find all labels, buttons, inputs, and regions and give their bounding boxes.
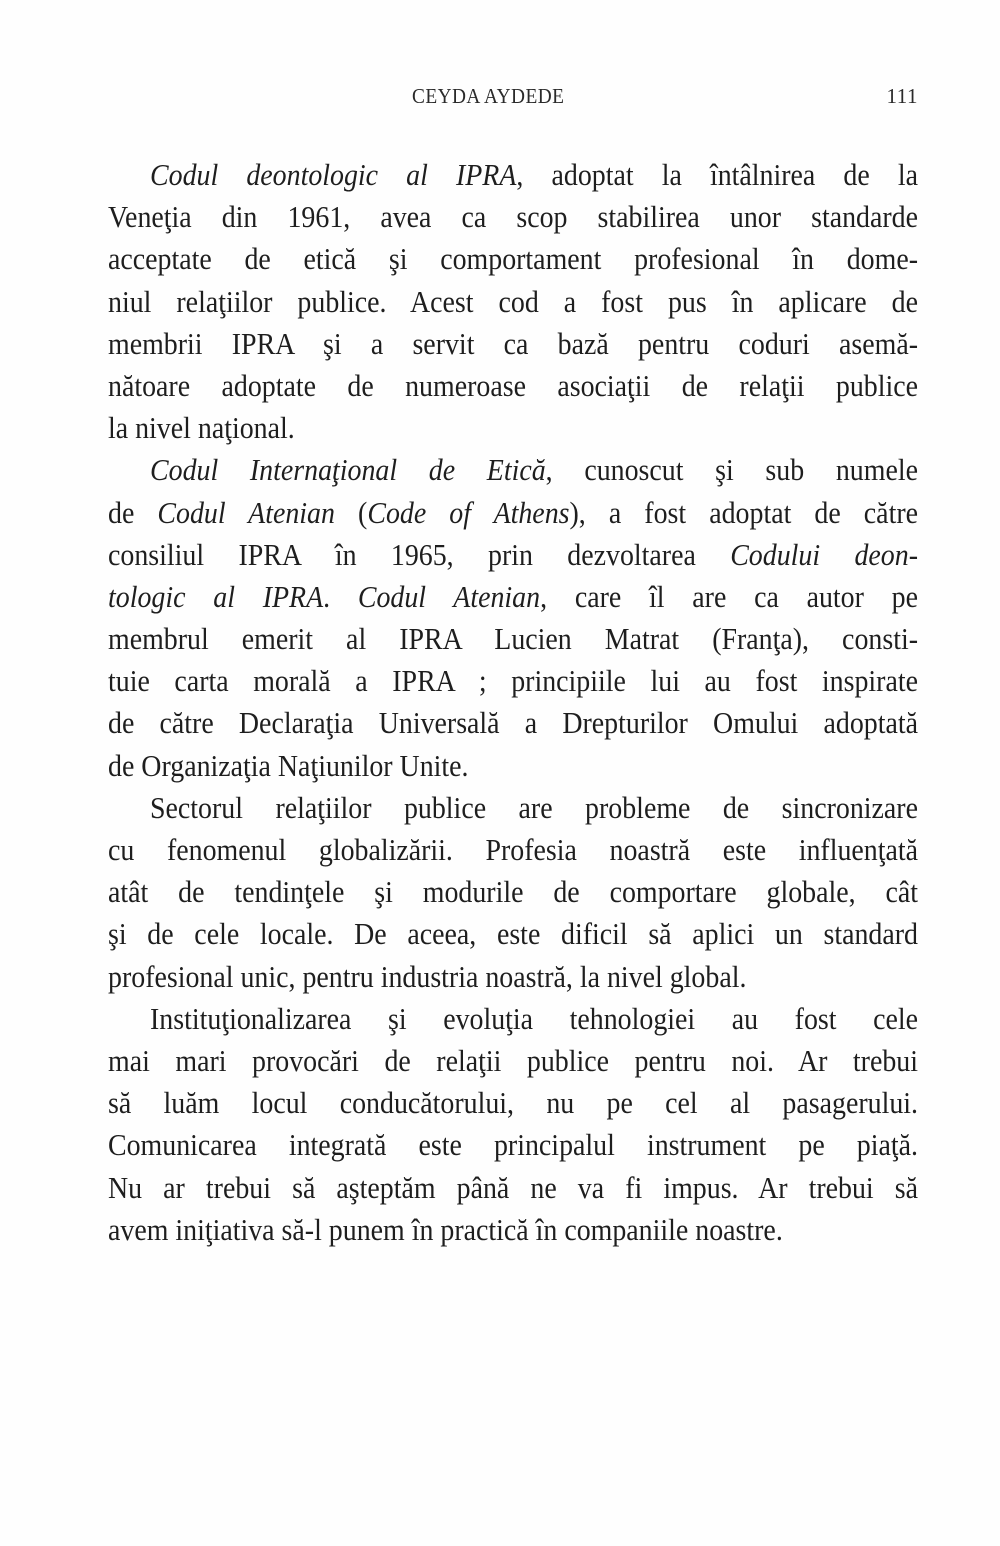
paragraph [108,449,918,787]
text-line [108,787,918,829]
text-run: de [108,494,158,530]
text-line [108,365,918,407]
text-run: Veneţia din 1961, avea ca scop stabilirea unor standarde [108,199,918,235]
text-line [108,1209,918,1251]
text-line [108,449,918,491]
text-line [108,871,918,913]
text-line [108,829,918,871]
text-line [108,323,918,365]
text-run: avem iniţiativa să-l punem în practică în companiile noastre. [108,1211,783,1247]
text-line [108,618,918,660]
text-run: Comunicarea integrată este principalul instrument pe piaţă. [108,1127,918,1163]
text-run: atât de tendinţele şi modurile de comportare globale, cât [108,874,918,910]
text-run: Nu ar trebui să aşteptăm până ne va fi impus. Ar trebui să [108,1169,918,1205]
text-line [108,576,918,618]
text-run: . [323,578,358,614]
text-run: ), a fost adoptat de către [569,494,918,530]
text-line [108,745,918,787]
header-author: CEYDA AYDEDE [412,84,565,108]
text-line [108,1040,918,1082]
text-run: membrul emerit al IPRA Lucien Matrat (Franţa), consti- [108,621,918,657]
text-run: , cunoscut şi sub numele [545,452,918,488]
text-line [108,998,918,1040]
text-line [108,407,918,449]
text-run: şi de cele locale. De aceea, este dificil să aplici un standard [108,916,918,952]
text-line [108,1167,918,1209]
text-line [108,956,918,998]
text-run: să luăm locul conducătorului, nu pe cel al pasagerului. [108,1085,918,1121]
text-run: de către Declaraţia Universală a Drepturilor Omului adoptată [108,705,918,741]
text-line [108,154,918,196]
italic-title-text: Code of Athens [367,494,570,530]
paragraph [108,998,918,1251]
text-line [108,238,918,280]
text-run: cu fenomenul globalizării. Profesia noastră este influenţată [108,832,918,867]
italic-title-text: Codul deontologic al IPRA [150,157,517,192]
text-run: , care îl are ca autor pe [540,578,919,614]
text-line [108,196,918,238]
text-run: consiliul IPRA în 1965, prin dezvoltarea [108,536,731,572]
text-line [108,492,918,534]
text-line [108,1124,918,1166]
text-run: de Organizaţia Naţiunilor Unite. [108,747,469,783]
italic-title-text: Codului deon- [730,536,918,572]
text-line [108,534,918,576]
text-run: profesional unic, pentru industria noastră, la nivel global. [108,958,747,994]
text-run: niul relaţiilor publice. Acest cod a fost pus în aplicare de [108,283,918,319]
body-text [108,154,918,1251]
italic-title-text: Codul Atenian [157,494,335,530]
text-line [108,281,918,323]
text-run: tuie carta morală a IPRA ; principiile lui au fost inspirate [108,663,918,699]
text-line [108,913,918,955]
text-run: membrii IPRA şi a servit ca bază pentru coduri asemă- [108,325,918,361]
text-run: Sectorul relaţiilor publice are probleme de sincronizare [150,789,918,825]
text-run: la nivel naţional. [108,410,295,446]
text-run: acceptate de etică şi comportament profesional în dome- [108,241,918,277]
text-run: Instituţionalizarea şi evoluţia tehnologiei au fost cele [150,1000,918,1036]
text-run: ( [334,494,368,530]
text-run: nătoare adoptate de numeroase asociaţii de relaţii publice [108,367,918,403]
text-line [108,702,918,744]
paragraph [108,787,918,998]
italic-title-text: Codul Internaţional de Etică [150,452,546,488]
text-line [108,660,918,702]
text-run: mai mari provocări de relaţii publice pentru noi. Ar trebui [108,1042,918,1078]
italic-title-text: tologic al IPRA [108,578,324,614]
text-line [108,1082,918,1124]
text-run: , adoptat la întâlnirea de la [516,157,918,192]
page-number: 111 [886,84,918,108]
running-header [108,84,918,114]
paragraph [108,154,918,449]
italic-title-text: Codul Atenian [357,578,541,614]
